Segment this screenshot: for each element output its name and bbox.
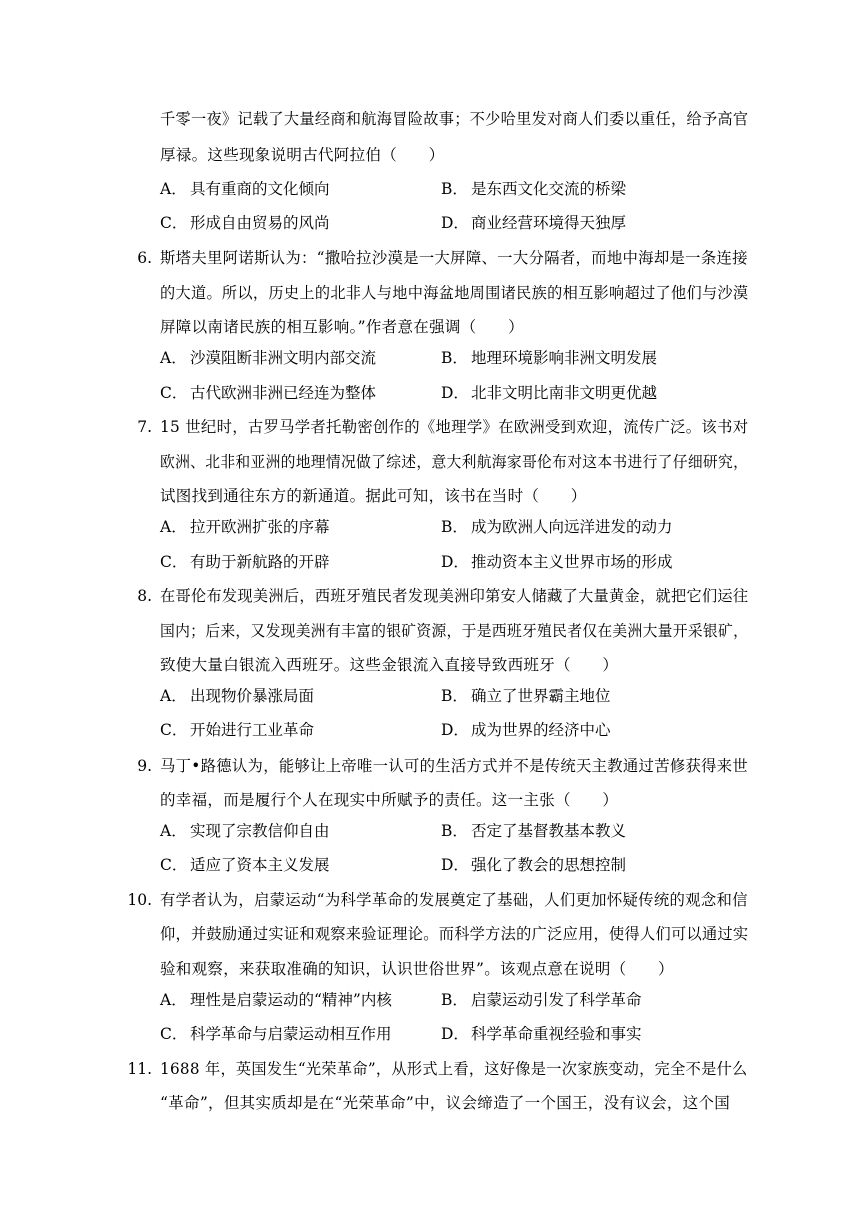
option-text: 适应了资本主义发展: [190, 856, 330, 874]
question-10-option-c[interactable]: [160, 1024, 392, 1044]
question-9-option-b[interactable]: [441, 821, 626, 841]
question-7-line-2: 欧洲、北非和亚洲的地理情况做了综述，意大利航海家哥伦布对这本书进行了仔细研究，: [160, 453, 749, 471]
option-text: 成为世界的经济中心: [471, 721, 611, 739]
question-8-option-c[interactable]: [160, 720, 314, 740]
question-7-option-b[interactable]: [441, 517, 673, 537]
option-text: 推动资本主义世界市场的形成: [471, 553, 673, 571]
option-text: 有助于新航路的开辟: [190, 553, 330, 571]
question-11-line-2: “革命”，但其实质却是在“光荣革命”中，议会缔造了一个国王，没有议会，这个国: [160, 1094, 731, 1112]
question-8-option-a[interactable]: [160, 686, 314, 706]
option-letter: C．: [160, 553, 188, 571]
option-text: 是东西文化交流的桥梁: [471, 180, 627, 198]
question-9-line-1: 马丁•路德认为，能够让上帝唯一认可的生活方式并不是传统天主教通过苦修获得来世: [160, 757, 749, 775]
question-6-number: 6.: [137, 249, 152, 267]
option-letter: A．: [160, 180, 187, 198]
option-letter: C．: [160, 384, 188, 402]
option-letter: B．: [441, 687, 468, 705]
option-text: 确立了世界霸主地位: [471, 687, 611, 705]
option-letter: C．: [160, 214, 188, 232]
question-9-option-d[interactable]: [441, 855, 626, 875]
question-9-option-c[interactable]: [160, 855, 330, 875]
option-letter: D．: [441, 1025, 469, 1043]
option-letter: D．: [441, 553, 469, 571]
question-6-line-1: 斯塔夫里阿诺斯认为：“撒哈拉沙漠是一大屏障、一大分隔者，而地中海却是一条连接: [160, 249, 748, 267]
question-6-option-c[interactable]: [160, 383, 376, 403]
option-letter: D．: [441, 214, 469, 232]
question-5-line-2: 厚禄。这些现象说明古代阿拉伯（ ）: [160, 146, 445, 164]
option-text: 成为欧洲人向远洋进发的动力: [471, 518, 673, 536]
option-letter: B．: [441, 349, 468, 367]
question-10-option-a[interactable]: [160, 990, 392, 1010]
option-text: 科学革命与启蒙运动相互作用: [190, 1025, 392, 1043]
question-10-number: 10.: [127, 891, 152, 909]
option-text: 否定了基督教基本教义: [471, 822, 627, 840]
option-text: 出现物价暴涨局面: [190, 687, 315, 705]
question-10-line-3: 验和观察，来获取准确的知识，认识世俗世界”。该观点意在说明（ ）: [160, 960, 674, 978]
option-letter: B．: [441, 180, 468, 198]
question-7-line-1: 15 世纪时，古罗马学者托勒密创作的《地理学》在欧洲受到欢迎，流传广泛。该书对: [160, 418, 749, 436]
option-letter: C．: [160, 721, 188, 739]
question-7-option-c[interactable]: [160, 552, 330, 572]
option-letter: A．: [160, 822, 187, 840]
option-letter: A．: [160, 518, 187, 536]
question-5-option-a[interactable]: [160, 179, 330, 199]
question-10-line-2: 仰，并鼓励通过实证和观察来验证理论。而科学方法的广泛应用，使得人们可以通过实: [160, 925, 749, 943]
option-text: 理性是启蒙运动的“精神”内核: [190, 991, 392, 1009]
option-text: 北非文明比南非文明更优越: [471, 384, 658, 402]
option-text: 拉开欧洲扩张的序幕: [190, 518, 330, 536]
question-10-option-b[interactable]: [441, 990, 642, 1010]
option-letter: C．: [160, 1025, 188, 1043]
option-text: 实现了宗教信仰自由: [190, 822, 330, 840]
question-6-line-3: 屏障以南诸民族的相互影响。”作者意在强调（ ）: [160, 318, 524, 336]
question-5-option-c[interactable]: [160, 213, 330, 233]
option-letter: A．: [160, 991, 187, 1009]
option-text: 形成自由贸易的风尚: [190, 214, 330, 232]
question-8-line-1: 在哥伦布发现美洲后，西班牙殖民者发现美洲印第安人储藏了大量黄金，就把它们运往: [160, 587, 749, 605]
question-7-number: 7.: [137, 418, 152, 436]
option-letter: D．: [441, 721, 469, 739]
question-6-option-a[interactable]: [160, 348, 376, 368]
option-text: 商业经营环境得天独厚: [471, 214, 627, 232]
question-5-option-d[interactable]: [441, 213, 626, 233]
option-text: 古代欧洲非洲已经连为整体: [190, 384, 377, 402]
question-10-option-d[interactable]: [441, 1024, 642, 1044]
question-8-line-3: 致使大量白银流入西班牙。这些金银流入直接导致西班牙（ ）: [160, 656, 619, 674]
option-letter: A．: [160, 349, 187, 367]
question-5-line-1: 千零一夜》记载了大量经商和航海冒险故事；不少哈里发对商人们委以重任，给予高官: [160, 110, 749, 128]
option-text: 科学革命重视经验和事实: [471, 1025, 642, 1043]
option-letter: D．: [441, 384, 469, 402]
question-8-number: 8.: [137, 587, 152, 605]
option-text: 具有重商的文化倾向: [190, 180, 330, 198]
option-text: 沙漠阻断非洲文明内部交流: [190, 349, 377, 367]
question-8-option-b[interactable]: [441, 686, 611, 706]
option-text: 强化了教会的思想控制: [471, 856, 627, 874]
question-5-option-b[interactable]: [441, 179, 626, 199]
question-9-number: 9.: [137, 757, 152, 775]
option-letter: B．: [441, 822, 468, 840]
question-9-option-a[interactable]: [160, 821, 330, 841]
question-9-line-2: 的幸福，而是履行个人在现实中所赋予的责任。这一主张（ ）: [160, 791, 619, 809]
question-7-option-d[interactable]: [441, 552, 673, 572]
question-11-number: 11.: [127, 1060, 152, 1078]
question-7-line-3: 试图找到通往东方的新通道。据此可知，该书在当时（ ）: [160, 487, 587, 505]
option-letter: B．: [441, 991, 468, 1009]
option-text: 开始进行工业革命: [190, 721, 315, 739]
option-text: 启蒙运动引发了科学革命: [471, 991, 642, 1009]
question-11-line-1: 1688 年，英国发生“光荣革命”，从形式上看，这好像是一次家族变动，完全不是什么: [160, 1060, 748, 1078]
option-text: 地理环境影响非洲文明发展: [471, 349, 658, 367]
question-8-line-2: 国内；后来，又发现美洲有丰富的银矿资源，于是西班牙殖民者仅在美洲大量开采银矿，: [160, 622, 749, 640]
question-6-option-b[interactable]: [441, 348, 657, 368]
option-letter: A．: [160, 687, 187, 705]
question-7-option-a[interactable]: [160, 517, 330, 537]
option-letter: C．: [160, 856, 188, 874]
option-letter: B．: [441, 518, 468, 536]
question-6-line-2: 的大道。所以，历史上的北非人与地中海盆地周围诸民族的相互影响超过了他们与沙漠: [160, 284, 749, 302]
question-8-option-d[interactable]: [441, 720, 611, 740]
question-6-option-d[interactable]: [441, 383, 657, 403]
question-10-line-1: 有学者认为，启蒙运动“为科学革命的发展奠定了基础，人们更加怀疑传统的观念和信: [160, 891, 748, 909]
option-letter: D．: [441, 856, 469, 874]
